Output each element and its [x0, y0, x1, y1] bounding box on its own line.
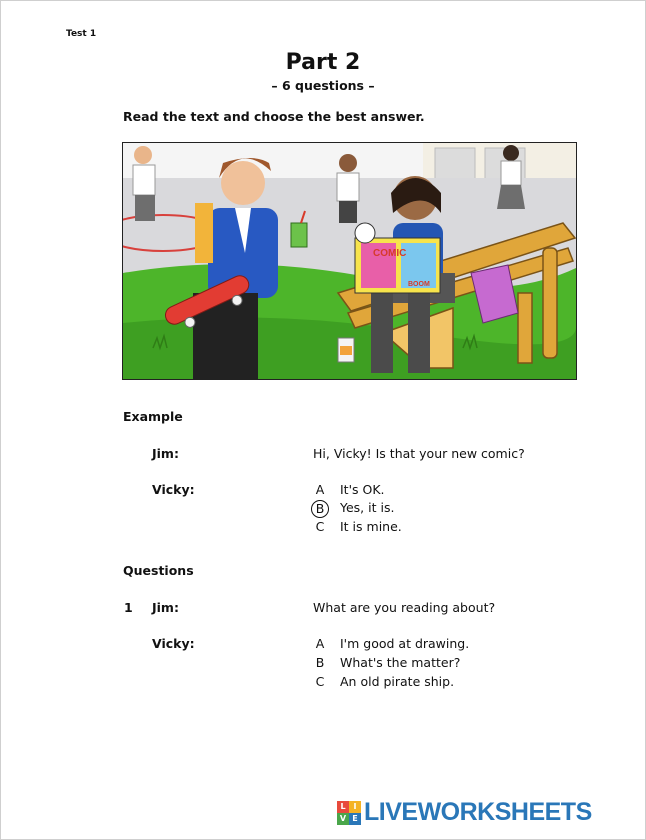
question-1-text: What are you reading about?: [313, 600, 496, 615]
comic-sound: BOOM: [408, 281, 430, 288]
option-letter: A: [315, 482, 325, 497]
example-question-text: Hi, Vicky! Is that your new comic?: [313, 446, 525, 461]
option-text: An old pirate ship.: [340, 674, 455, 689]
example-question-speaker: Jim:: [152, 446, 179, 461]
option-text: It's OK.: [340, 482, 385, 497]
option-text: I'm good at drawing.: [340, 636, 470, 651]
logo-text: LIVEWORKSHEETS: [364, 798, 592, 826]
page-title: Part 2: [285, 50, 361, 75]
option-letter: C: [315, 674, 325, 689]
question-1-option-c[interactable]: [313, 674, 455, 692]
liveworksheets-logo: [337, 798, 592, 827]
example-answer-speaker: Vicky:: [152, 482, 195, 497]
option-text: Yes, it is.: [340, 500, 395, 515]
option-letter-selected: B: [311, 500, 329, 518]
question-1-answer-speaker: Vicky:: [152, 636, 195, 651]
comic-title: COMIC: [373, 248, 407, 259]
question-number: 1: [124, 600, 133, 615]
example-option-b[interactable]: [313, 500, 395, 518]
question-1-option-b[interactable]: [313, 655, 461, 673]
option-letter: B: [315, 655, 325, 670]
option-letter: A: [315, 636, 325, 651]
option-letter: C: [315, 519, 325, 534]
page-subtitle: – 6 questions –: [271, 78, 375, 93]
test-label: Test 1: [66, 29, 97, 39]
question-1-option-a[interactable]: [313, 636, 470, 654]
illustration: [122, 142, 577, 380]
example-option-c[interactable]: [313, 519, 402, 537]
example-heading: Example: [123, 409, 183, 424]
logo-mark-icon: L I V E: [337, 801, 361, 825]
questions-heading: Questions: [123, 563, 194, 578]
question-1-speaker: Jim:: [152, 600, 179, 615]
example-option-a[interactable]: [313, 482, 385, 500]
option-text: What's the matter?: [340, 655, 461, 670]
instruction-text: Read the text and choose the best answer.: [123, 109, 425, 124]
option-text: It is mine.: [340, 519, 402, 534]
